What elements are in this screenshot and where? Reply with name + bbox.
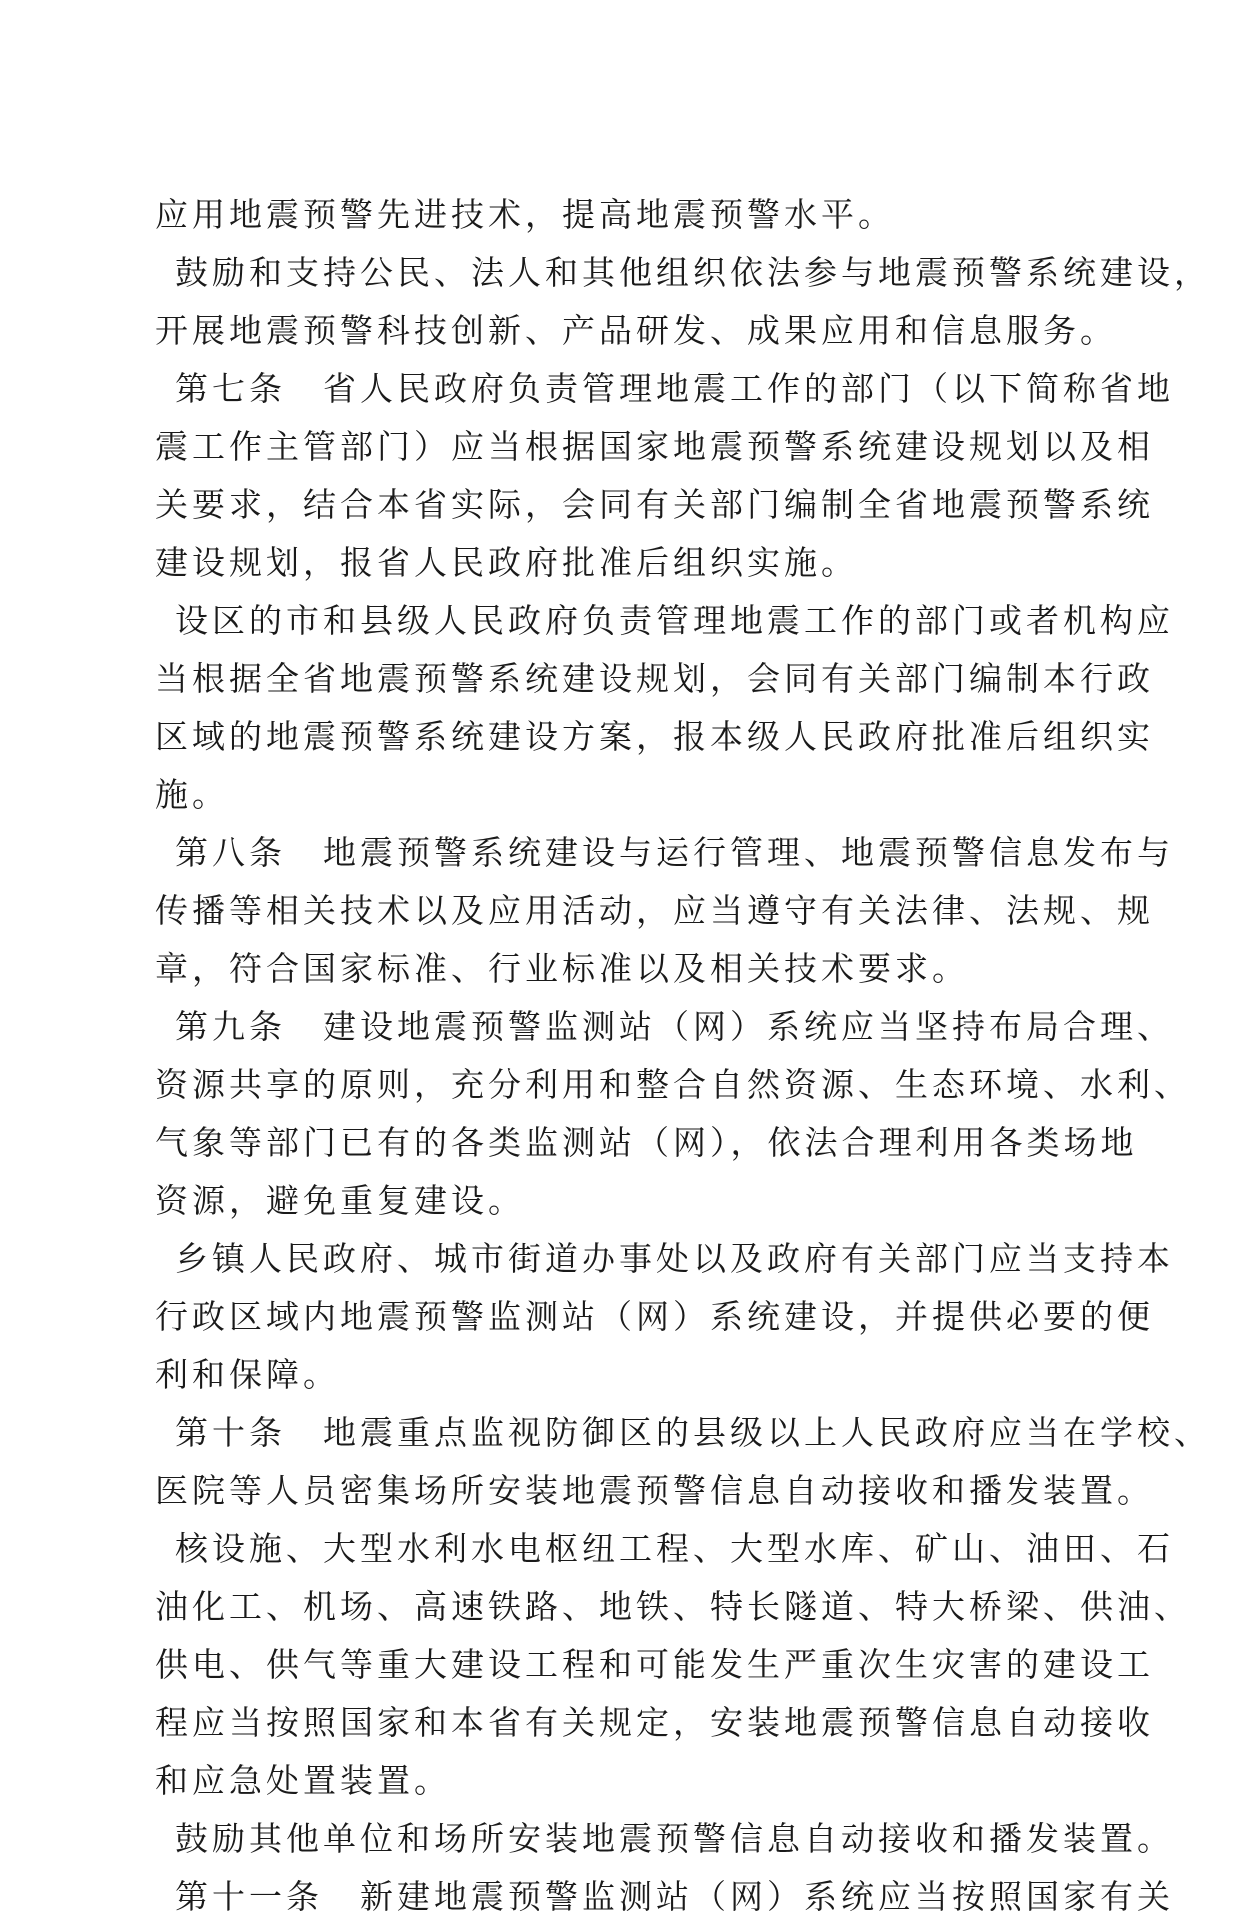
- text-line: 建设规划，报省人民政府批准后组织实施。: [155, 543, 858, 582]
- text-line: 施。: [155, 775, 229, 814]
- text-line: 行政区域内地震预警监测站（网）系统建设，并提供必要的便: [155, 1297, 1154, 1336]
- text-line: 震工作主管部门）应当根据国家地震预警系统建设规划以及相: [155, 427, 1154, 466]
- text-line: 程应当按照国家和本省有关规定，安装地震预警信息自动接收: [155, 1703, 1154, 1742]
- text-line: 设区的市和县级人民政府负责管理地震工作的部门或者机构应: [175, 601, 1174, 640]
- text-line: 利和保障。: [155, 1355, 340, 1394]
- text-line: 鼓励和支持公民、法人和其他组织依法参与地震预警系统建设，: [175, 253, 1211, 292]
- text-line: 鼓励其他单位和场所安装地震预警信息自动接收和播发装置。: [175, 1819, 1174, 1858]
- text-line: 资源，避免重复建设。: [155, 1181, 525, 1220]
- text-line: 医院等人员密集场所安装地震预警信息自动接收和播发装置。: [155, 1471, 1154, 1510]
- text-line: 第八条 地震预警系统建设与运行管理、地震预警信息发布与: [175, 833, 1174, 872]
- text-line: 应用地震预警先进技术，提高地震预警水平。: [155, 195, 895, 234]
- text-line: 乡镇人民政府、城市街道办事处以及政府有关部门应当支持本: [175, 1239, 1174, 1278]
- text-line: 和应急处置装置。: [155, 1761, 451, 1800]
- text-line: 关要求，结合本省实际，会同有关部门编制全省地震预警系统: [155, 485, 1154, 524]
- text-line: 传播等相关技术以及应用活动，应当遵守有关法律、法规、规: [155, 891, 1154, 930]
- text-line: 区域的地震预警系统建设方案，报本级人民政府批准后组织实: [155, 717, 1154, 756]
- text-line: 第九条 建设地震预警监测站（网）系统应当坚持布局合理、: [175, 1007, 1174, 1046]
- text-line: 油化工、机场、高速铁路、地铁、特长隧道、特大桥梁、供油、: [155, 1587, 1191, 1626]
- text-line: 第十一条 新建地震预警监测站（网）系统应当按照国家有关: [175, 1877, 1174, 1916]
- text-line: 开展地震预警科技创新、产品研发、成果应用和信息服务。: [155, 311, 1117, 350]
- text-line: 资源共享的原则，充分利用和整合自然资源、生态环境、水利、: [155, 1065, 1191, 1104]
- text-line: 章，符合国家标准、行业标准以及相关技术要求。: [155, 949, 969, 988]
- text-line: 第七条 省人民政府负责管理地震工作的部门（以下简称省地: [175, 369, 1174, 408]
- text-line: 核设施、大型水利水电枢纽工程、大型水库、矿山、油田、石: [175, 1529, 1174, 1568]
- text-line: 第十条 地震重点监视防御区的县级以上人民政府应当在学校、: [175, 1413, 1211, 1452]
- text-line: 供电、供气等重大建设工程和可能发生严重次生灾害的建设工: [155, 1645, 1154, 1684]
- text-line: 当根据全省地震预警系统建设规划，会同有关部门编制本行政: [155, 659, 1154, 698]
- text-line: 气象等部门已有的各类监测站（网），依法合理利用各类场地: [155, 1123, 1138, 1162]
- document-body: [155, 186, 1211, 1926]
